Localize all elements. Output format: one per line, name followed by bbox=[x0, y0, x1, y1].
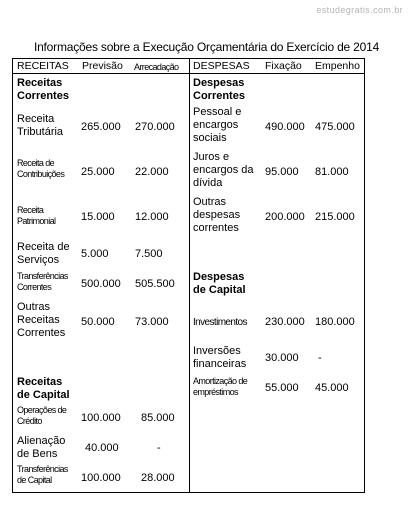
despesas-capital-heading: Despesas de Capital bbox=[193, 271, 246, 296]
despesas-correntes-heading: Despesas Correntes bbox=[193, 77, 245, 102]
receita-tributaria-arrecadacao: 270.000 bbox=[135, 121, 175, 133]
outras-despesas-correntes-fixacao: 200.000 bbox=[265, 211, 305, 223]
receita-patrimonial-previsao: 15.000 bbox=[81, 211, 115, 223]
inversoes-financeiras-empenho: - bbox=[318, 352, 322, 364]
watermark: estudegratis.com.br bbox=[316, 5, 403, 15]
juros-encargos-fixacao: 95.000 bbox=[265, 166, 299, 178]
transferencias-correntes-previsao: 500.000 bbox=[81, 278, 121, 290]
inversoes-financeiras-fixacao: 30.000 bbox=[265, 352, 299, 364]
receita-patrimonial-arrecadacao: 12.000 bbox=[135, 211, 169, 223]
receitas-correntes-heading: Receitas Correntes bbox=[17, 77, 69, 102]
pessoal-encargos-fixacao: 490.000 bbox=[265, 121, 305, 133]
investimentos-empenho: 180.000 bbox=[315, 316, 355, 328]
receita-contribuicoes-previsao: 25.000 bbox=[81, 166, 115, 178]
operacoes-credito-label: Operações de Crédito bbox=[17, 405, 67, 426]
outras-despesas-correntes-label: Outras despesas correntes bbox=[193, 196, 241, 234]
header-fixacao: Fixação bbox=[265, 60, 302, 72]
receita-patrimonial-label: Receita Patrimonial bbox=[17, 205, 56, 226]
juros-encargos-label: Juros e encargos da dívida bbox=[193, 151, 254, 189]
header-receitas: RECEITAS bbox=[17, 60, 69, 72]
outras-receitas-correntes-arrecadacao: 73.000 bbox=[135, 316, 169, 328]
receita-servicos-label: Receita de Serviços bbox=[17, 241, 70, 266]
receita-tributaria-label: Receita Tributária bbox=[17, 113, 64, 138]
receita-contribuicoes-label: Receita de Contribuições bbox=[17, 158, 65, 179]
outras-receitas-correntes-label: Outras Receitas Correntes bbox=[17, 301, 66, 339]
operacoes-credito-arrecadacao: 85.000 bbox=[141, 412, 175, 424]
amortizacao-emprestimos-label: Amortização de empréstimos bbox=[193, 376, 248, 397]
pessoal-encargos-label: Pessoal e encargos sociais bbox=[193, 106, 242, 144]
operacoes-credito-previsao: 100.000 bbox=[81, 412, 121, 424]
transferencias-correntes-label: Transferências Correntes bbox=[17, 271, 68, 292]
transferencias-capital-previsao: 100.000 bbox=[81, 472, 121, 484]
receita-contribuicoes-arrecadacao: 22.000 bbox=[135, 166, 169, 178]
header-empenho: Empenho bbox=[315, 60, 360, 72]
header-previsao: Previsão bbox=[82, 60, 123, 72]
transferencias-capital-arrecadacao: 28.000 bbox=[141, 472, 175, 484]
transferencias-correntes-arrecadacao: 505.500 bbox=[135, 278, 175, 290]
amortizacao-emprestimos-fixacao: 55.000 bbox=[265, 382, 299, 394]
document-title: Informações sobre a Execução Orçamentária do Exercício de 2014 bbox=[33, 40, 380, 54]
outras-despesas-correntes-empenho: 215.000 bbox=[315, 211, 355, 223]
inversoes-financeiras-label: Inversões financeiras bbox=[193, 345, 247, 370]
column-divider bbox=[189, 59, 190, 492]
alienacao-bens-arrecadacao: - bbox=[157, 442, 161, 454]
receita-servicos-arrecadacao: 7.500 bbox=[135, 248, 163, 260]
alienacao-bens-previsao: 40.000 bbox=[85, 442, 119, 454]
alienacao-bens-label: Alienação de Bens bbox=[17, 435, 66, 460]
header-arrecadacao: Arrecadação bbox=[134, 62, 179, 72]
amortizacao-emprestimos-empenho: 45.000 bbox=[315, 382, 349, 394]
transferencias-capital-label: Transferências de Capital bbox=[17, 464, 68, 485]
juros-encargos-empenho: 81.000 bbox=[315, 166, 349, 178]
receita-tributaria-previsao: 265.000 bbox=[81, 121, 121, 133]
budget-table bbox=[12, 58, 365, 493]
header-despesas: DESPESAS bbox=[193, 60, 250, 72]
investimentos-label: Investimentos bbox=[193, 317, 247, 328]
pessoal-encargos-empenho: 475.000 bbox=[315, 121, 355, 133]
receita-servicos-previsao: 5.000 bbox=[81, 248, 109, 260]
investimentos-fixacao: 230.000 bbox=[265, 316, 305, 328]
outras-receitas-correntes-previsao: 50.000 bbox=[81, 316, 115, 328]
receitas-capital-heading: Receitas de Capital bbox=[17, 376, 70, 401]
